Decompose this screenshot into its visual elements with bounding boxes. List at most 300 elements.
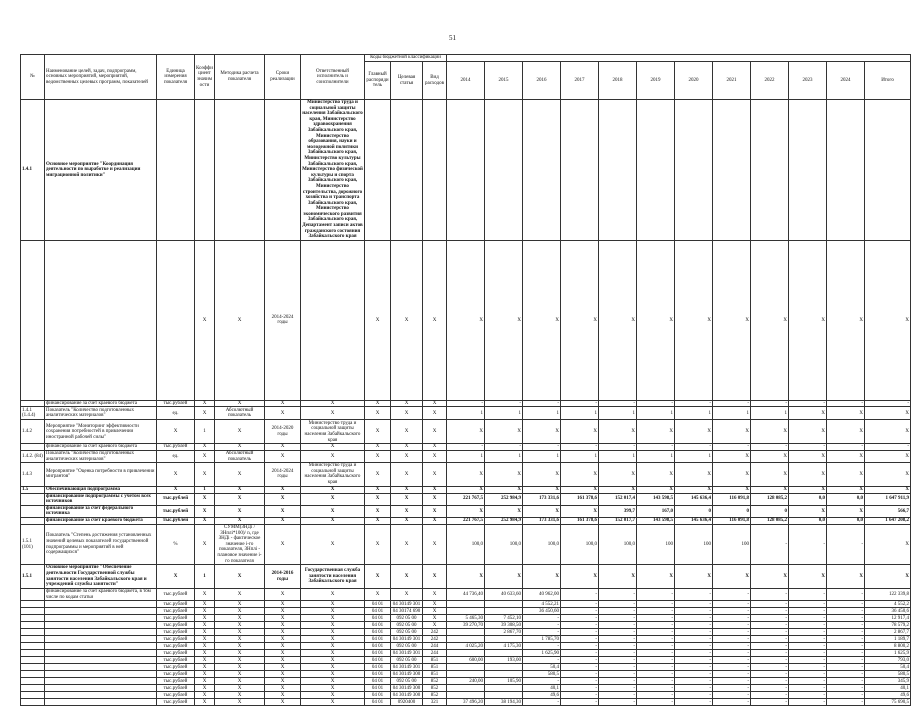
row-year-value: 161 378,6 [561, 493, 599, 505]
row-unit: тыс.рублей [157, 685, 195, 692]
row-year-value: 161 378,6 [561, 517, 599, 524]
row-cs: Х [391, 517, 423, 524]
row-term: Х [265, 699, 301, 706]
row-responsible: Х [301, 615, 365, 622]
row-cs: 04 30149 301 [391, 636, 423, 643]
row-number: 1.5.1 (101) [21, 524, 45, 564]
row-total: Х [865, 451, 911, 463]
row-vr: 244 [423, 650, 447, 657]
row-term: 2014-2024 годы [265, 240, 301, 400]
row-cs: 0920400 [391, 699, 423, 706]
row-year-value: - [789, 622, 827, 629]
row-method: Х [215, 444, 265, 451]
row-year-value: - [637, 589, 675, 601]
row-year-value: Х [523, 505, 561, 517]
row-term: Х [265, 493, 301, 505]
row-term: Х [265, 451, 301, 463]
row-year-value: Х [713, 451, 751, 463]
row-unit: тыс.рублей [157, 589, 195, 601]
row-year-value: 152 017,7 [599, 517, 637, 524]
row-year-value: 44 736,40 [447, 589, 485, 601]
row-name [45, 699, 157, 706]
row-unit: тыс.рублей [157, 664, 195, 671]
row-responsible: Х [301, 486, 365, 493]
row-year-value: 36 450,60 [523, 608, 561, 615]
row-year-value: Х [523, 463, 561, 486]
row-year-value: 399,7 [599, 505, 637, 517]
row-year-value: - [713, 608, 751, 615]
row-coef: Х [195, 636, 215, 643]
row-responsible: Государственная служба занятости населения Забайкальского края [301, 565, 365, 589]
row-unit: тыс.рублей [157, 493, 195, 505]
row-year-value: - [789, 671, 827, 678]
row-total: 1 647 208,2 [865, 517, 911, 524]
row-year-value: - [447, 444, 485, 451]
row-term: Х [265, 400, 301, 407]
row-gr: Х [365, 505, 391, 517]
row-year-value [485, 685, 523, 692]
row-vr: Х [423, 486, 447, 493]
row-year-value: - [789, 444, 827, 451]
row-year-value: - [827, 678, 865, 685]
row-year-value: Х [561, 486, 599, 493]
row-name: финансирование за счет краевого бюджета [45, 400, 157, 407]
row-year-value: - [599, 629, 637, 636]
row-term: Х [265, 407, 301, 420]
row-number [21, 615, 45, 622]
row-cs: 04 30174 690 [391, 608, 423, 615]
row-responsible: Х [301, 608, 365, 615]
row-term: Х [265, 486, 301, 493]
row-number [21, 678, 45, 685]
row-coef: Х [195, 657, 215, 664]
table-row [21, 671, 911, 678]
row-vr: Х [423, 601, 447, 608]
row-name: финансирование подпрограммы с учетом всех источников [45, 493, 157, 505]
row-gr: 04 01 [365, 636, 391, 643]
row-year-value: - [523, 629, 561, 636]
row-year-value: Х [675, 463, 713, 486]
row-responsible: Х [301, 493, 365, 505]
header-year: 2014 [447, 62, 485, 100]
row-year-value: Х [485, 240, 523, 400]
row-year-value: - [599, 678, 637, 685]
row-coef: Х [195, 407, 215, 420]
row-cs: 092 05 00 [391, 629, 423, 636]
row-responsible: Х [301, 650, 365, 657]
row-responsible: Х [301, 629, 365, 636]
table-row [21, 685, 911, 692]
row-name: Мероприятие "Оценка потребности в привлечении мигрантов" [45, 463, 157, 486]
row-number: 1.5 [21, 486, 45, 493]
row-year-value: - [523, 699, 561, 706]
row-gr: Х [365, 451, 391, 463]
row-method: Х [215, 678, 265, 685]
row-cs: 092 05 00 [391, 622, 423, 629]
row-year-value: - [599, 589, 637, 601]
table-row [21, 589, 911, 601]
row-total: Х [865, 524, 911, 564]
row-year-value: - [561, 629, 599, 636]
header-year: 2022 [751, 62, 789, 100]
row-year-value: 1 [675, 451, 713, 463]
row-year-value: 193,00 [485, 657, 523, 664]
row-total: 8 800,2 [865, 643, 911, 650]
row-year-value: Х [599, 463, 637, 486]
row-vr [423, 100, 447, 241]
row-year-value: - [675, 636, 713, 643]
row-year-value: 0,0 [789, 493, 827, 505]
row-year-value: - [637, 622, 675, 629]
row-vr: 242 [423, 629, 447, 636]
row-year-value: - [637, 678, 675, 685]
row-year-value: 100,0 [561, 524, 599, 564]
row-year-value: - [523, 622, 561, 629]
row-year-value: - [789, 400, 827, 407]
row-responsible: Х [301, 692, 365, 699]
row-gr: Х [365, 420, 391, 444]
row-year-value [561, 100, 599, 241]
row-total: Х [865, 565, 911, 589]
header-year: 2019 [637, 62, 675, 100]
row-number: 1.5.1 [21, 565, 45, 589]
row-term: Х [265, 505, 301, 517]
row-year-value: 100 [675, 524, 713, 564]
row-year-value: Х [827, 565, 865, 589]
row-year-value: - [751, 444, 789, 451]
row-term: Х [265, 671, 301, 678]
row-year-value: - [713, 650, 751, 657]
row-gr: Х [365, 486, 391, 493]
row-coef: Х [195, 643, 215, 650]
row-term: Х [265, 524, 301, 564]
row-year-value: - [561, 622, 599, 629]
row-year-value: - [485, 400, 523, 407]
row-vr: 321 [423, 699, 447, 706]
table-row [21, 451, 911, 463]
row-name [45, 671, 157, 678]
header-resp: Ответственный исполнитель и соисполнители [301, 55, 365, 100]
row-year-value: 0,0 [789, 517, 827, 524]
row-year-value: 100,0 [523, 524, 561, 564]
table-row [21, 486, 911, 493]
row-responsible: Х [301, 400, 365, 407]
row-year-value: Х [751, 486, 789, 493]
row-number [21, 636, 45, 643]
row-year-value: - [751, 524, 789, 564]
row-responsible: Х [301, 664, 365, 671]
row-coef: Х [195, 629, 215, 636]
row-vr: Х [423, 608, 447, 615]
row-method: СУММ(ЗНДi / ЗНплi*100)/ n, где ЗНДi - фактическое значение i-го показателя, ЗНплi - плановое значение i-го показателя [215, 524, 265, 564]
row-year-value: - [713, 643, 751, 650]
table-row [21, 524, 911, 564]
row-year-value: Х [561, 505, 599, 517]
row-gr: 04 01 [365, 664, 391, 671]
row-year-value: - [675, 589, 713, 601]
header-coef: Коэффициент значимости [195, 55, 215, 100]
row-year-value: - [675, 692, 713, 699]
row-term: Х [265, 589, 301, 601]
row-responsible: Х [301, 657, 365, 664]
row-coef: Х [195, 601, 215, 608]
row-year-value: - [561, 615, 599, 622]
row-year-value: 38 194,30 [485, 699, 523, 706]
row-year-value: - [713, 657, 751, 664]
row-year-value: - [751, 685, 789, 692]
row-year-value: 39 308,50 [485, 622, 523, 629]
row-year-value: - [675, 678, 713, 685]
row-vr: Х [423, 444, 447, 451]
row-year-value: - [751, 589, 789, 601]
row-name [45, 240, 157, 400]
row-year-value: - [675, 615, 713, 622]
row-method: Х [215, 615, 265, 622]
row-year-value: 143 598,5 [637, 493, 675, 505]
row-total: 793,0 [865, 657, 911, 664]
row-year-value: 167,0 [637, 505, 675, 517]
page-number: 51 [449, 34, 456, 42]
row-year-value: - [561, 657, 599, 664]
table-row [21, 565, 911, 589]
row-unit: тыс.рублей [157, 622, 195, 629]
row-year-value: 0 [751, 505, 789, 517]
row-year-value: Х [485, 505, 523, 517]
row-name: Показатель "Количество подготовленных аналитических материалов" [45, 451, 157, 463]
row-year-value: 252 984,9 [485, 517, 523, 524]
row-year-value: 1 [447, 407, 485, 420]
row-year-value: - [675, 657, 713, 664]
row-year-value: - [599, 699, 637, 706]
row-vr: Х [423, 400, 447, 407]
table-row [21, 400, 911, 407]
table-row [21, 493, 911, 505]
row-year-value: - [751, 629, 789, 636]
header-year: 2020 [675, 62, 713, 100]
row-year-value: - [561, 699, 599, 706]
row-term: Х [265, 664, 301, 671]
table-row [21, 664, 911, 671]
row-method: Х [215, 493, 265, 505]
row-cs: 04 30149 300 [391, 685, 423, 692]
row-coef: Х [195, 664, 215, 671]
row-year-value: - [599, 400, 637, 407]
row-year-value: - [637, 657, 675, 664]
row-year-value: - [713, 692, 751, 699]
row-year-value [485, 650, 523, 657]
row-gr: 04 01 [365, 685, 391, 692]
row-number [21, 517, 45, 524]
row-number [21, 505, 45, 517]
row-gr: Х [365, 407, 391, 420]
row-term: Х [265, 615, 301, 622]
row-year-value: Х [523, 565, 561, 589]
row-year-value: - [523, 643, 561, 650]
row-term: Х [265, 643, 301, 650]
row-responsible: Х [301, 685, 365, 692]
header-total: Итого [865, 62, 911, 100]
row-name [45, 650, 157, 657]
row-responsible: Х [301, 699, 365, 706]
row-year-value: - [561, 664, 599, 671]
row-year-value: Х [827, 240, 865, 400]
row-year-value: - [523, 678, 561, 685]
row-coef [195, 100, 215, 241]
row-year-value: Х [599, 420, 637, 444]
row-name: Обеспечивающая подпрограмма [45, 486, 157, 493]
table-row [21, 100, 911, 241]
row-year-value: 1 [637, 407, 675, 420]
row-year-value: - [789, 629, 827, 636]
table-row [21, 636, 911, 643]
row-year-value: - [789, 650, 827, 657]
row-total: - [865, 444, 911, 451]
row-year-value: - [789, 685, 827, 692]
row-year-value: - [789, 643, 827, 650]
row-year-value: - [827, 636, 865, 643]
table-row [21, 678, 911, 685]
row-year-value [447, 671, 485, 678]
row-year-value: - [637, 643, 675, 650]
row-unit: тыс.рублей [157, 650, 195, 657]
header-year: 2017 [561, 62, 599, 100]
header-year: 2024 [827, 62, 865, 100]
row-method: Х [215, 657, 265, 664]
row-unit: ед. [157, 451, 195, 463]
row-cs: 092 05 00 [391, 643, 423, 650]
row-term: Х [265, 657, 301, 664]
row-year-value: Х [675, 420, 713, 444]
row-year-value: Х [751, 565, 789, 589]
row-year-value: Х [789, 565, 827, 589]
row-vr: 851 [423, 657, 447, 664]
row-unit: % [157, 524, 195, 564]
row-year-value: - [827, 657, 865, 664]
row-responsible: Х [301, 622, 365, 629]
table-row [21, 505, 911, 517]
row-responsible [301, 240, 365, 400]
row-name: Показатель "Количество подготовленных аналитических материалов" [45, 407, 157, 420]
row-name [45, 601, 157, 608]
row-term: Х [265, 629, 301, 636]
row-year-value: - [751, 657, 789, 664]
row-term: 2014-2024 годы [265, 463, 301, 486]
row-year-value: - [637, 629, 675, 636]
row-gr: 04 01 [365, 699, 391, 706]
row-year-value: - [713, 664, 751, 671]
row-year-value: Х [485, 486, 523, 493]
row-name [45, 692, 157, 699]
row-total: 345,9 [865, 678, 911, 685]
row-year-value: 1 [485, 451, 523, 463]
row-year-value: 7 452,10 [485, 615, 523, 622]
row-responsible: Х [301, 671, 365, 678]
row-year-value: - [827, 629, 865, 636]
row-year-value: 100,0 [485, 524, 523, 564]
row-number [21, 601, 45, 608]
row-total: 1 647 911,9 [865, 493, 911, 505]
row-term: Х [265, 692, 301, 699]
row-year-value: - [561, 400, 599, 407]
row-cs: Х [391, 493, 423, 505]
header-name: Наименование целей, задач, подпрограмм, основных мероприятий, мероприятий, ведомственных целевых программ, показателей [45, 55, 157, 100]
row-year-value: 40 962,00 [523, 589, 561, 601]
row-responsible: Министерство труда и социальной защиты населения Забайкальского края [301, 420, 365, 444]
row-unit: тыс.рублей [157, 692, 195, 699]
header-unit: Единица измерения показателя [157, 55, 195, 100]
row-year-value: 173 331,6 [523, 517, 561, 524]
header-vr: Вид расходов [423, 62, 447, 100]
row-year-value: - [675, 664, 713, 671]
row-year-value: Х [751, 420, 789, 444]
row-total: 78 579,2 [865, 622, 911, 629]
row-year-value: - [789, 589, 827, 601]
row-year-value: - [599, 671, 637, 678]
row-responsible: Х [301, 407, 365, 420]
row-year-value: 5 465,30 [447, 615, 485, 622]
row-coef: Х [195, 622, 215, 629]
row-method: Х [215, 636, 265, 643]
row-year-value: 0 [713, 505, 751, 517]
row-term [265, 100, 301, 241]
row-unit: тыс.рублей [157, 517, 195, 524]
row-year-value: - [561, 608, 599, 615]
row-method: Х [215, 463, 265, 486]
row-year-value: - [599, 692, 637, 699]
row-gr: 04 01 [365, 643, 391, 650]
row-method [215, 100, 265, 241]
row-number: 1.4.1 (1.4.4) [21, 407, 45, 420]
row-year-value: 173 331,6 [523, 493, 561, 505]
row-vr: Х [423, 451, 447, 463]
row-responsible: Х [301, 451, 365, 463]
row-year-value: Х [523, 486, 561, 493]
row-total: 49,6 [865, 692, 911, 699]
table-body [21, 100, 911, 706]
row-year-value [485, 601, 523, 608]
row-coef: Х [195, 615, 215, 622]
row-vr: Х [423, 615, 447, 622]
row-year-value: - [751, 608, 789, 615]
row-year-value: 100,0 [599, 524, 637, 564]
row-year-value: - [789, 615, 827, 622]
row-year-value: Х [523, 420, 561, 444]
row-year-value: 1 [675, 407, 713, 420]
table-row [21, 407, 911, 420]
row-year-value: 116 091,8 [713, 517, 751, 524]
row-gr: 04 01 [365, 615, 391, 622]
row-responsible: Х [301, 643, 365, 650]
row-method: Х [215, 671, 265, 678]
row-cs: Х [391, 463, 423, 486]
row-gr: 04 01 [365, 692, 391, 699]
row-total: 566,7 [865, 505, 911, 517]
row-vr: Х [423, 463, 447, 486]
row-year-value: 2 867,70 [485, 629, 523, 636]
row-year-value: - [599, 601, 637, 608]
row-number [21, 671, 45, 678]
row-year-value: Х [561, 420, 599, 444]
row-unit: Х [157, 463, 195, 486]
row-year-value: - [561, 671, 599, 678]
row-total: 50,4 [865, 664, 911, 671]
header-year: 2023 [789, 62, 827, 100]
row-year-value [751, 100, 789, 241]
table-row [21, 615, 911, 622]
row-coef: 1 [195, 420, 215, 444]
row-name [45, 608, 157, 615]
row-year-value: 4 025,20 [447, 643, 485, 650]
